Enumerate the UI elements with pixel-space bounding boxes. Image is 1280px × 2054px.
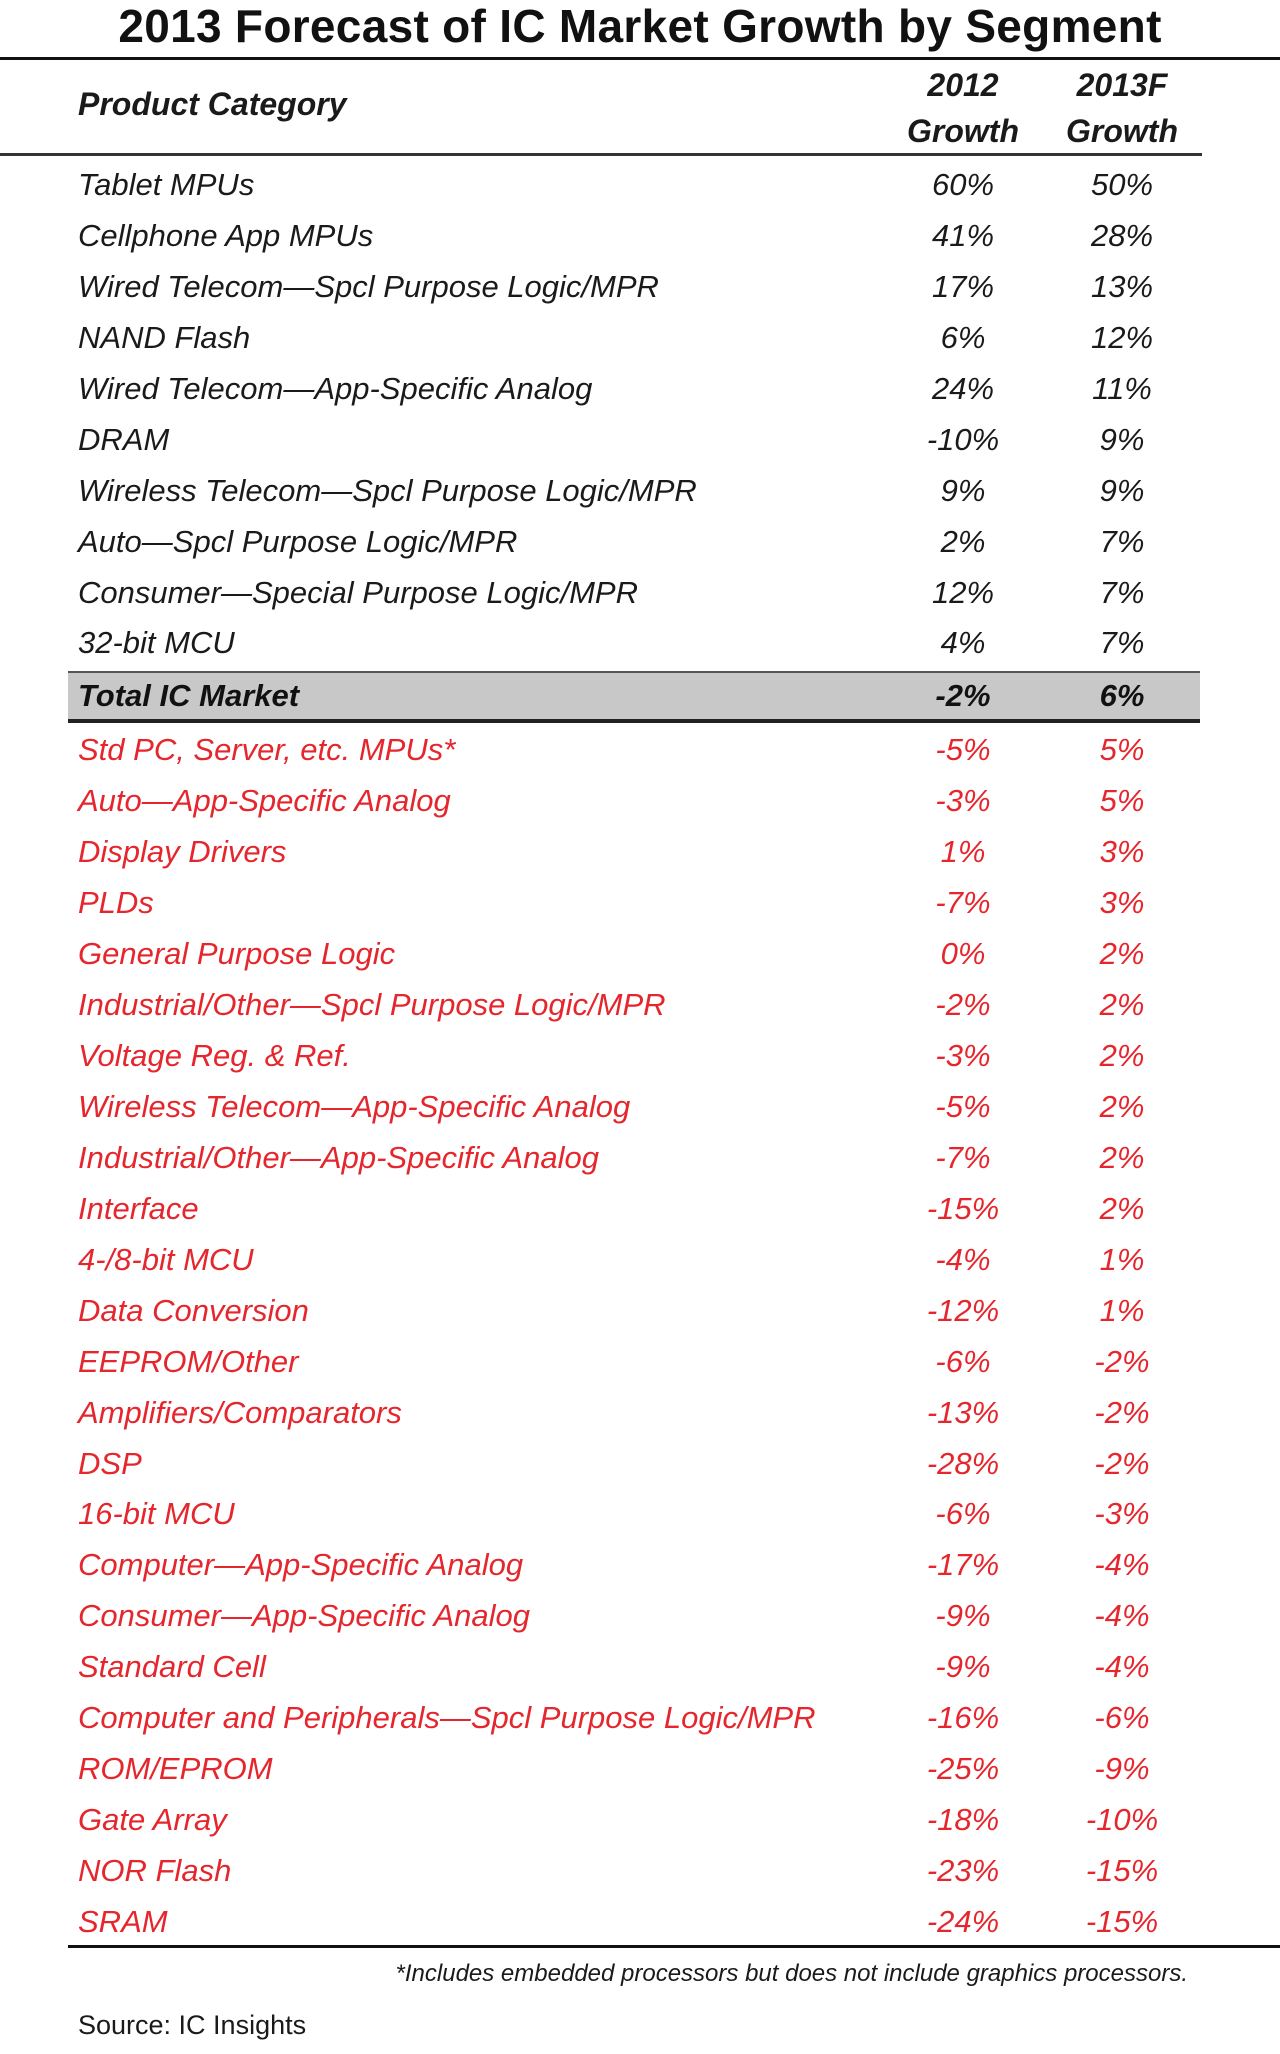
row-2013f-growth: 1% [1099,1241,1145,1277]
row-2013f-growth: 7% [1099,574,1145,610]
row-category: Wireless Telecom—Spcl Purpose Logic/MPR [78,472,697,508]
row-2012-growth: -10% [926,421,1000,457]
row-2012-growth: 41% [931,217,995,253]
footnote: *Includes embedded processors but does not include graphics processors. [395,1960,1188,1987]
row-category: Computer—App-Specific Analog [78,1547,524,1583]
row-category: Industrial/Other—App-Specific Analog [78,1139,599,1175]
row-category: General Purpose Logic [78,936,396,972]
row-2012-growth: -9% [935,1598,991,1634]
row-2013f-growth: 5% [1099,783,1145,819]
row-2013f-growth: 2% [1099,936,1145,972]
row-2013f-growth: 13% [1090,268,1154,304]
row-2012-growth: 60% [931,167,995,202]
row-2013f-growth: 5% [1099,732,1145,768]
table-row [68,618,1200,669]
row-2012-growth: -13% [926,1394,1000,1430]
row-category: Consumer—App-Specific Analog [78,1598,531,1634]
table-bottom-divider [68,1945,1280,1948]
row-2012-growth: 12% [931,574,995,610]
row-2012-growth: -4% [935,1241,991,1277]
row-category: SRAM [78,1903,168,1939]
row-2013f-growth: -6% [1094,1700,1150,1736]
table-row [68,1031,1200,1082]
row-2013f-growth: 2% [1099,987,1145,1023]
row-category: Voltage Reg. & Ref. [78,1038,351,1073]
table-row [68,1846,1200,1897]
row-category: PLDs [78,885,154,921]
row-2013f-growth: -4% [1094,1598,1150,1634]
row-2012-growth: 9% [940,472,986,508]
row-category: Data Conversion [78,1292,309,1328]
row-category: NOR Flash [78,1853,232,1888]
row-category: Computer and Peripherals—Spcl Purpose Logic/MPR [78,1700,816,1736]
row-2012-growth: -17% [926,1547,1000,1583]
table-row [68,776,1200,827]
table-row [68,1388,1200,1439]
row-category: Auto—App-Specific Analog [78,783,451,819]
row-2012-growth: -7% [935,885,991,921]
row-2013f-growth: 7% [1099,523,1145,559]
row-2012-growth: 17% [931,268,995,304]
row-2012-growth: -25% [926,1751,1000,1787]
row-2013f-growth: -2% [1094,1394,1150,1430]
table-row [68,725,1200,776]
table-row [68,1744,1200,1795]
table-row [68,1540,1200,1591]
row-category: NAND Flash [78,319,251,355]
row-2013f-growth: -2% [1094,1445,1150,1481]
row-2012-growth: 1% [940,834,986,870]
row-2012-growth: -7% [935,1139,991,1175]
row-2012-growth: -12% [926,1292,1000,1328]
row-2012-growth: 6% [940,319,986,355]
table-row [68,262,1200,313]
row-2013f-growth: 2% [1099,1139,1145,1175]
header-2012-line2: Growth [907,113,1019,149]
header-2012-line1: 2012 [927,67,999,103]
row-category: Industrial/Other—Spcl Purpose Logic/MPR [78,987,666,1023]
table-body [68,160,1200,1948]
header-2013f-line1: 2013F [1076,67,1168,103]
page-title: 2013 Forecast of IC Market Growth by Segment [118,0,1162,52]
table-row [68,1286,1200,1337]
row-2013f-growth: 6% [1099,678,1145,714]
row-2012-growth: -23% [926,1853,1000,1888]
row-2012-growth: -18% [926,1802,1000,1838]
row-2012-growth: -16% [926,1700,1000,1736]
table-row [68,1693,1200,1744]
source-note: Source: IC Insights [78,2010,307,2040]
row-2013f-growth: 11% [1092,370,1152,406]
table-header [68,60,1200,155]
row-2013f-growth: 1% [1099,1292,1145,1328]
row-2013f-growth: -4% [1094,1547,1150,1583]
row-2013f-growth: 7% [1099,625,1145,661]
row-2012-growth: 2% [940,523,986,559]
table-row [68,160,1200,211]
row-2013f-growth: -4% [1094,1649,1150,1685]
header-product-category: Product Category [78,86,347,122]
table-row [68,1642,1200,1693]
row-2013f-growth: 2% [1099,1088,1145,1124]
row-category: Std PC, Server, etc. MPUs* [78,732,456,768]
row-category: Amplifiers/Comparators [78,1394,402,1430]
row-2012-growth: -28% [926,1445,1000,1481]
row-2013f-growth: -10% [1085,1802,1159,1838]
row-category: Wireless Telecom—App-Specific Analog [78,1088,631,1124]
row-2012-growth: -24% [926,1903,1000,1939]
row-category: DSP [78,1445,142,1481]
row-category: 32-bit MCU [78,625,235,661]
table-row [68,878,1200,929]
row-category: ROM/EPROM [78,1751,273,1787]
row-2012-growth: -3% [935,783,991,819]
row-2012-growth: -9% [935,1649,991,1685]
row-2012-growth: 4% [940,625,986,661]
table-row [68,1489,1200,1540]
row-category: 4-/8-bit MCU [78,1241,254,1277]
row-2013f-growth: 3% [1099,885,1145,921]
table-row [68,211,1200,262]
row-2013f-growth: 12% [1090,319,1154,355]
table-row [68,1235,1200,1286]
row-category: Gate Array [78,1802,227,1838]
row-2013f-growth: 50% [1090,167,1154,202]
row-category: Display Drivers [78,834,287,870]
header-divider [0,153,1202,156]
row-category: Wired Telecom—App-Specific Analog [78,370,593,406]
table-row [68,1897,1200,1948]
row-2012-growth: -3% [935,1038,991,1073]
table-row [68,1082,1200,1133]
row-2012-growth: -2% [935,678,991,714]
row-2013f-growth: -2% [1094,1343,1150,1379]
row-2012-growth: -5% [935,732,991,768]
table-row [68,517,1200,568]
row-category: DRAM [78,421,170,457]
row-category: Tablet MPUs [78,167,255,202]
table-row [68,568,1200,619]
table-row [68,466,1200,517]
header-2012-growth [883,62,1043,154]
table-row [68,980,1200,1031]
table-row [68,929,1200,980]
row-2013f-growth: 2% [1099,1038,1145,1073]
row-2013f-growth: 3% [1099,834,1145,870]
row-category: Cellphone App MPUs [78,217,374,253]
row-2012-growth: -15% [926,1190,1000,1226]
row-category: Wired Telecom—Spcl Purpose Logic/MPR [78,268,659,304]
row-2013f-growth: -15% [1085,1903,1159,1939]
row-2012-growth: -6% [935,1496,991,1532]
row-category: Standard Cell [78,1649,266,1685]
row-2013f-growth: 28% [1090,217,1154,253]
table-row [68,1337,1200,1388]
table-row [68,827,1200,878]
table-row [68,415,1200,466]
row-2013f-growth: -3% [1094,1496,1150,1532]
row-2012-growth: -2% [935,987,991,1023]
table-row [68,364,1200,415]
row-2012-growth: -6% [935,1343,991,1379]
row-category: Auto—Spcl Purpose Logic/MPR [78,523,518,559]
header-2013f-line2: Growth [1066,113,1178,149]
row-2013f-growth: -15% [1085,1853,1159,1888]
header-2013f-growth [1042,62,1202,154]
table-row [68,1439,1200,1490]
row-category: EEPROM/Other [78,1343,299,1379]
row-category: Interface [78,1190,199,1226]
row-2013f-growth: -9% [1094,1751,1150,1787]
table-row [68,1591,1200,1642]
row-category: Consumer—Special Purpose Logic/MPR [78,574,638,610]
row-2013f-growth: 9% [1099,421,1145,457]
row-2012-growth: -5% [935,1088,991,1124]
row-category: 16-bit MCU [78,1496,235,1532]
row-2012-growth: 0% [940,936,986,972]
row-category: Total IC Market [78,678,300,714]
growth-table [68,60,1200,1943]
total-row [68,671,1200,723]
table-row [68,1133,1200,1184]
row-2013f-growth: 2% [1099,1190,1145,1226]
row-2013f-growth: 9% [1099,472,1145,508]
table-row [68,1184,1200,1235]
row-2012-growth: 24% [931,370,995,406]
table-row [68,1795,1200,1846]
table-row [68,313,1200,364]
